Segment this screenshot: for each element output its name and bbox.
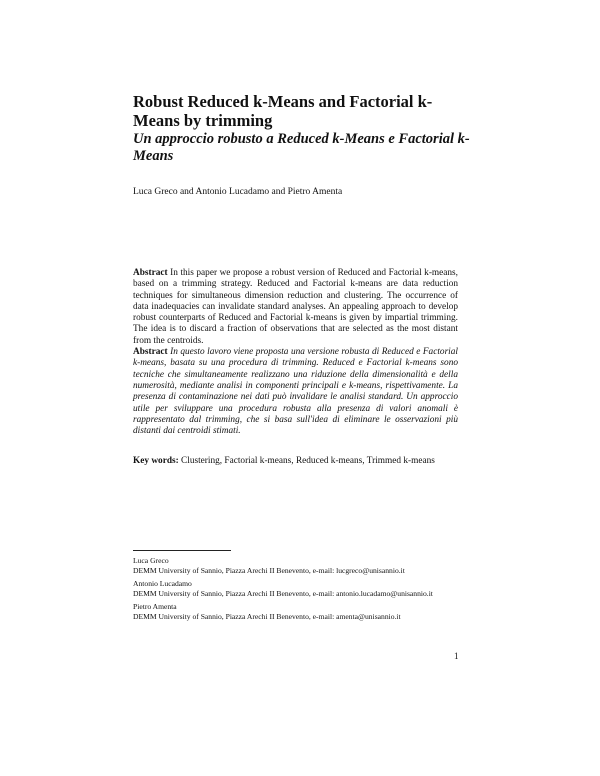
keywords <box>133 455 463 467</box>
author-list: Luca Greco and Antonio Lucadamo and Pietro Amenta <box>133 187 343 197</box>
footnote-author-affiliation: DEMM University of Sannio, Piazza Arechi II Benevento, e-mail: amenta@unisannio.it <box>133 611 401 621</box>
footnote-author-name: Pietro Amenta <box>133 602 177 612</box>
paper-subtitle: Un approccio robusto a Reduced k-Means e Factorial k-Means <box>133 131 470 164</box>
footnote-author <box>133 579 463 598</box>
abstracts <box>133 268 458 437</box>
footnote-author-affiliation: DEMM University of Sannio, Piazza Arechi II Benevento, e-mail: antonio.lucadamo@unisannio.it <box>133 588 433 598</box>
abstract-heading-italian: Abstract <box>133 347 168 358</box>
footnote-author-affiliation: DEMM University of Sannio, Piazza Arechi II Benevento, e-mail: lucgreco@unisannio.it <box>133 565 405 575</box>
footnotes <box>133 556 463 626</box>
abstract-heading-english: Abstract <box>133 268 168 278</box>
footnote-author <box>133 556 463 575</box>
footnote-author <box>133 602 463 621</box>
footnote-rule <box>133 550 231 551</box>
abstract-text-italian: In questo lavoro viene proposta una versione robusta di Reduced e Factorial k-means, basata su una procedura di trimming. Reduced e Factorial k-means sono tecniche che simultaneamente realizzano una riduzione della dimensionalità e della numerosità, mediante analisi in componenti principali e k-means, rispettivamente. La presenza di contaminazione nei dati può invalidare le analisi standard. Un approccio utile per sviluppare una procedura robusta alla presenza di valori anomali è rappresentato dal trimming, che si basa sull'idea di eliminare le osservazioni più distanti dai centroidi stimati. <box>133 347 458 437</box>
keywords-text: Clustering, Factorial k-means, Reduced k-means, Trimmed k-means <box>181 456 435 466</box>
title-block <box>133 92 473 165</box>
keywords-heading: Key words: <box>133 456 179 466</box>
footnote-author-name: Luca Greco <box>133 556 169 565</box>
abstract-italian <box>133 347 458 437</box>
paper-title: Robust Reduced k-Means and Factorial k-Means by trimming <box>133 92 433 130</box>
footnote-author-name: Antonio Lucadamo <box>133 579 192 589</box>
abstract-text-english: In this paper we propose a robust version of Reduced and Factorial k-means, based on a trimming strategy. Reduced and Factorial k-means are data reduction techniques for simultaneous dimension reduction and clustering. The occurrence of data inadequacies can invalidate standard analyses. An appealing approach to develop robust counterparts of Reduced and Factorial k-means is given by impartial trimming. The idea is to discard a fraction of observations that are selected as the most distant from the centroids. <box>133 268 459 346</box>
page-number: 1 <box>454 651 459 661</box>
abstract-english <box>133 268 458 347</box>
